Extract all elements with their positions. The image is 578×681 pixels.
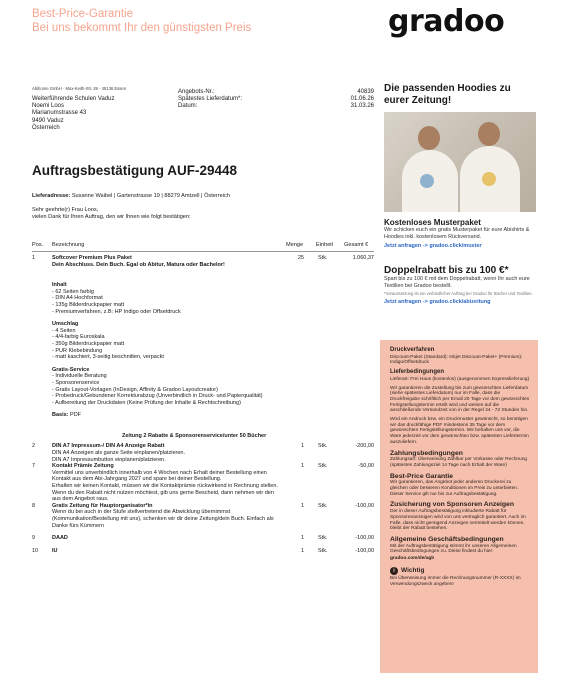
terms-heading: Allgemeine Geschäftsbedingungen [390, 535, 504, 543]
row-pos: 9 [32, 535, 36, 542]
line-items [32, 255, 374, 554]
table-row [32, 548, 374, 555]
row-menge: 1 [300, 502, 304, 509]
recipient-line: Noemi Loos [32, 103, 65, 110]
row-menge: 1 [300, 535, 304, 542]
terms-text: Discount-Paket (Standard): Inkjet Discount-Paket+ (Premium): Indigo/Offsetdruck [390, 354, 523, 366]
sender-line: Abihome GmbH · Max-Keith-Str. 29 · 45136 Essen [32, 86, 127, 91]
row-gesamt: -100,00 [355, 502, 374, 509]
salutation-line: Sehr geehrte(r) Frau Loos, [32, 207, 99, 213]
wichtig-heading-row [390, 567, 530, 575]
basis-value: PDF [70, 412, 82, 419]
row-title: Kontakt Prämie Zeitung [52, 463, 114, 470]
row-einheit: Stk. [318, 255, 328, 261]
recipient-line: Österreich [32, 124, 60, 131]
row-title: DAAD [52, 535, 68, 542]
list-item: - matt kaschiert, 3-seitig beschnitten, verpackt [52, 354, 164, 361]
terms-text: Zahlungsart: Überweisung Zahlbar per Vorkasse oder Rechnung (spätestes Zahlungsziel 14 Tage nach Erhalt der Ware) [390, 457, 528, 468]
hoodie-photo [384, 112, 536, 212]
delivery-value: Susanne Waibel | Gartenstrasse 19 | 88279 Amtzell | Österreich [71, 193, 230, 199]
terms-text: Lieferart: Frei Haus (kostenlos) (ausgenommen Expresslieferung) [390, 376, 530, 382]
row-gesamt: -50,00 [358, 463, 374, 470]
recipient-line: Marianumstrasse 43 [32, 110, 87, 117]
terms-heading: Zusicherung von Sponsoren Anzeigen [390, 501, 514, 509]
list-item: - 350g Bilderdruckpapier matt [52, 340, 125, 347]
row-pos: 10 [32, 547, 39, 554]
list-item: - 4/4-farbig Euroskala [52, 334, 105, 341]
meta-label: Datum: [178, 103, 198, 110]
header-pos: Pos. [32, 242, 44, 248]
meta-label: Angebots-Nr.: [178, 89, 215, 95]
gradoo-logo: gradoo [388, 4, 505, 39]
musterpaket-block [384, 218, 536, 249]
row-line: Vermittel uns unverbindlich innerhalb von 4 Wochen nach Erhalt deiner Bestellung einen Kontakt aus dem Abi-Jahrgang 2027 und spare bei deiner Bestellung. [52, 469, 267, 483]
agb-link[interactable]: gradoo.com/de/agb [390, 556, 435, 562]
terms-text: Mit der Auftragsbestätigung stimmt ihr unseren Allgemeinen Geschäftsbedingungen zu. Diese findest du hier: [390, 543, 517, 555]
table-row [32, 535, 374, 542]
terms-text: Wir garantieren, das Angebot jeder anderen Druckerei zu gleichen oder besseren Konditionen im Preis zu unterbieten. Dieser Service gilt nur bis zur Auftragsbestätigung. [390, 480, 519, 497]
list-item: - Aufbereitung der Druckdaten (Keine Prüfung der Inhalte & Rechtschreibung) [52, 399, 241, 406]
meta-value: 31.03.26 [350, 103, 374, 110]
row-title: Softcover Premium Plus Paket [52, 255, 132, 261]
meta-value: 40839 [357, 89, 374, 95]
terms-text: Wird ein Andruck bzw. ein Druckmuster gewünscht, so benötigen wir das druckfähige PDF mindestens 35 Tage vor dem gewünschten Fertigstellungstermin. Wir behalten uns vor, die Ware jederzeit vor dem gewünschten bzw. spätesten Liefertermin auszuliefern. [390, 417, 529, 445]
section-heading: Umschlag [52, 321, 79, 328]
inhalt-section [52, 282, 282, 315]
wichtig-heading: Wichtig [401, 566, 425, 574]
header-bezeichnung: Bezeichnung [52, 242, 85, 248]
list-item: - 62 Seiten farbig [52, 288, 94, 295]
banner-subline: Bei uns bekommt Ihr den günstigsten Preis [32, 22, 252, 34]
list-item: - Sponsorenservice [52, 379, 100, 386]
row-gesamt: -100,00 [355, 535, 374, 542]
document-title: Auftragsbestätigung AUF-29448 [32, 163, 238, 178]
row-einheit: Stk. [318, 535, 328, 542]
row-pos: 8 [32, 502, 36, 509]
row-einheit: Stk. [318, 463, 328, 470]
row-gesamt: -100,00 [355, 547, 374, 554]
banner-headline: Best-Price-Garantie [32, 8, 133, 20]
best-price-banner [32, 7, 332, 35]
row-pos: 2 [32, 443, 36, 450]
service-section [52, 367, 282, 407]
list-item: - Individuelle Beratung [52, 373, 107, 380]
row-menge: 1 [300, 547, 304, 554]
doppelrabatt-footnote: *Voraussetzung ist ein verbindlicher Auftrag bei Gradoo für Bücher und Textilien. [384, 291, 533, 296]
row-einheit: Stk. [318, 547, 328, 554]
section-heading: Inhalt [52, 282, 67, 289]
table-row [32, 463, 374, 503]
row-gesamt: -200,00 [355, 443, 374, 450]
terms-heading: Lieferbedingungen [390, 369, 444, 376]
row-menge: 1 [300, 463, 304, 470]
salutation [32, 207, 191, 221]
salutation-line: vielen Dank für Ihren Auftrag, den wir Ihnen wie folgt bestätigen: [32, 213, 191, 220]
row-menge: 1 [300, 443, 304, 450]
musterpaket-link[interactable]: Jetzt anfragen -> gradoo.click/muster [384, 243, 482, 249]
row-einheit: Stk. [318, 502, 328, 509]
zeitung-heading: Zeitung 2 Rabatte & Sponsorenservice/unter 50 Bücher [122, 432, 267, 439]
wichtig-text: Bei Überweisung immer die Rechnungsnummer (R-XXXX) im Verwendungszweck angeben! [390, 575, 521, 587]
list-item: - 135g Bilderdruckpapier matt [52, 301, 125, 308]
row-line: Wenn du bei auch in der Stufe stellvertretend die Abwicklung übernimmst (Kommunikation/Bestellung mit uns), schenken wir dir deine Zeitung/dein Buch. Einfach als Danke fürs Kümmern [52, 509, 274, 529]
table-row [32, 255, 374, 268]
terms-panel [380, 340, 538, 673]
hoodie-promo-title: Die passenden Hoodies zu eurer Zeitung! [384, 83, 511, 106]
header-menge: Menge [286, 242, 304, 248]
meta-row [178, 96, 374, 103]
list-item: - DIN A4 Hochformat [52, 295, 103, 302]
recipient-line: Weiterführende Schulen Vaduz [32, 96, 115, 102]
table-header [32, 242, 374, 252]
row-gesamt: 1.060,37 [352, 255, 374, 261]
row-title: IU [52, 547, 58, 554]
list-item: - Premiumverfahren, z.B: HP Indigo oder Offsetdruck [52, 308, 181, 315]
doppelrabatt-text: Spart bis zu 100 € mit dem Doppelrabatt, wenn Ihr auch eure Textilien bei Gradoo bestellt. [384, 276, 530, 289]
terms-text: Wir garantieren die Zustellung bis zum gewünschten Lieferdatum (siehe spätestes Lieferdatum) nur im Falle, dass die Druckfreigabe schriftlich per Email 20 Tage vor dem gewünschten Fertigstellungstermin erteilt wird und weisen auf die anschließende Versandzeit von in der Regel 24 - 72 Stunden hin. [390, 385, 530, 414]
musterpaket-text: Wir schicken euch ein gratis Musterpaket für eure Abishirts & Hoodies inkl. kostenlosem Rückversand. [384, 227, 530, 240]
terms-heading: Druckverfahren [390, 347, 435, 353]
info-icon: i [390, 567, 398, 575]
row-pos: 7 [32, 463, 36, 470]
row-title: DIN A7 Impressum-/ DIN A4 Anzeige Rabatt [52, 443, 165, 450]
row-tagline: Dein Abschluss. Dein Buch. Egal ob Abitur, Matura oder Bachelor! [52, 261, 225, 268]
list-item: - Gratis Layout-Vorlagen (InDesign, Affinity & Gradoo Layoutcreator) [52, 386, 218, 393]
recipient-address [32, 96, 115, 132]
row-title: Gratis Zeitung für Hauptorganisator*in [52, 502, 153, 509]
basis-label: Basis: [52, 412, 69, 419]
recipient-line: 9490 Vaduz [32, 117, 64, 124]
row-menge: 25 [297, 255, 304, 261]
row-line: DIN A7 Impressumbutton einplanen/platzieren. [52, 456, 166, 463]
doppelrabatt-link[interactable]: Jetzt anfragen -> gradoo.click/abizeitung [384, 299, 491, 305]
doppelrabatt-block [384, 265, 536, 305]
row-line: DIN A4 Anzeigen als ganze Seite einplanen/platzieren. [52, 450, 186, 457]
basis-line [52, 412, 282, 419]
header-gesamt: Gesamt € [344, 242, 369, 248]
hoodie-print-shape [420, 174, 434, 188]
terms-heading: Best-Price Garantie [390, 472, 454, 480]
hoodie-print-shape [482, 172, 496, 186]
person-head-shape [478, 122, 500, 146]
musterpaket-heading: Kostenloses Musterpaket [384, 218, 481, 227]
umschlag-section [52, 321, 282, 361]
row-einheit: Stk. [318, 443, 328, 450]
table-row [32, 503, 374, 529]
meta-row [178, 103, 374, 110]
meta-row [178, 89, 374, 96]
header-einheit: Einheit [316, 242, 334, 248]
person-head-shape [418, 126, 440, 150]
row-line: Erhalten wir keinen Kontakt, müssen wir die Kontaktprämie rückwirkend in Rechnung stellen. Wenn du den Rabatt nicht nutzen möchtest, gib uns gerne Bescheid, dann nehmen wir den aus dem Angebot raus. [52, 483, 278, 503]
list-item: - Probedruck/Gebundener Korrekturabzug (Unverbindlich in Druck- und Papierqualität) [52, 393, 263, 400]
list-item: - 4 Seiten [52, 327, 76, 334]
doppelrabatt-heading: Doppelrabatt bis zu 100 €* [384, 265, 509, 276]
section-heading: Gratis-Service [52, 366, 90, 373]
terms-text: Der in dieser Auftragsbestätigung inkludierte Rabatt für Sponsorenanzeigen wird von uns vertraglich garantiert. Auch im Falle, dass nicht genügend Anzeigen vermittelt werden können, bleibt der Rabatt bestehen. [390, 509, 526, 532]
row-pos: 1 [32, 255, 36, 261]
meta-value: 01.06.26 [350, 96, 374, 103]
delivery-address [32, 193, 230, 199]
terms-heading: Zahlungsbedingungen [390, 449, 463, 457]
delivery-label: Lieferadresse: [32, 193, 71, 199]
table-row [32, 443, 374, 463]
meta-label: Spätestes Lieferdatum*: [178, 96, 243, 103]
offer-meta [178, 89, 374, 111]
list-item: - PUR Klebebindung [52, 347, 103, 354]
